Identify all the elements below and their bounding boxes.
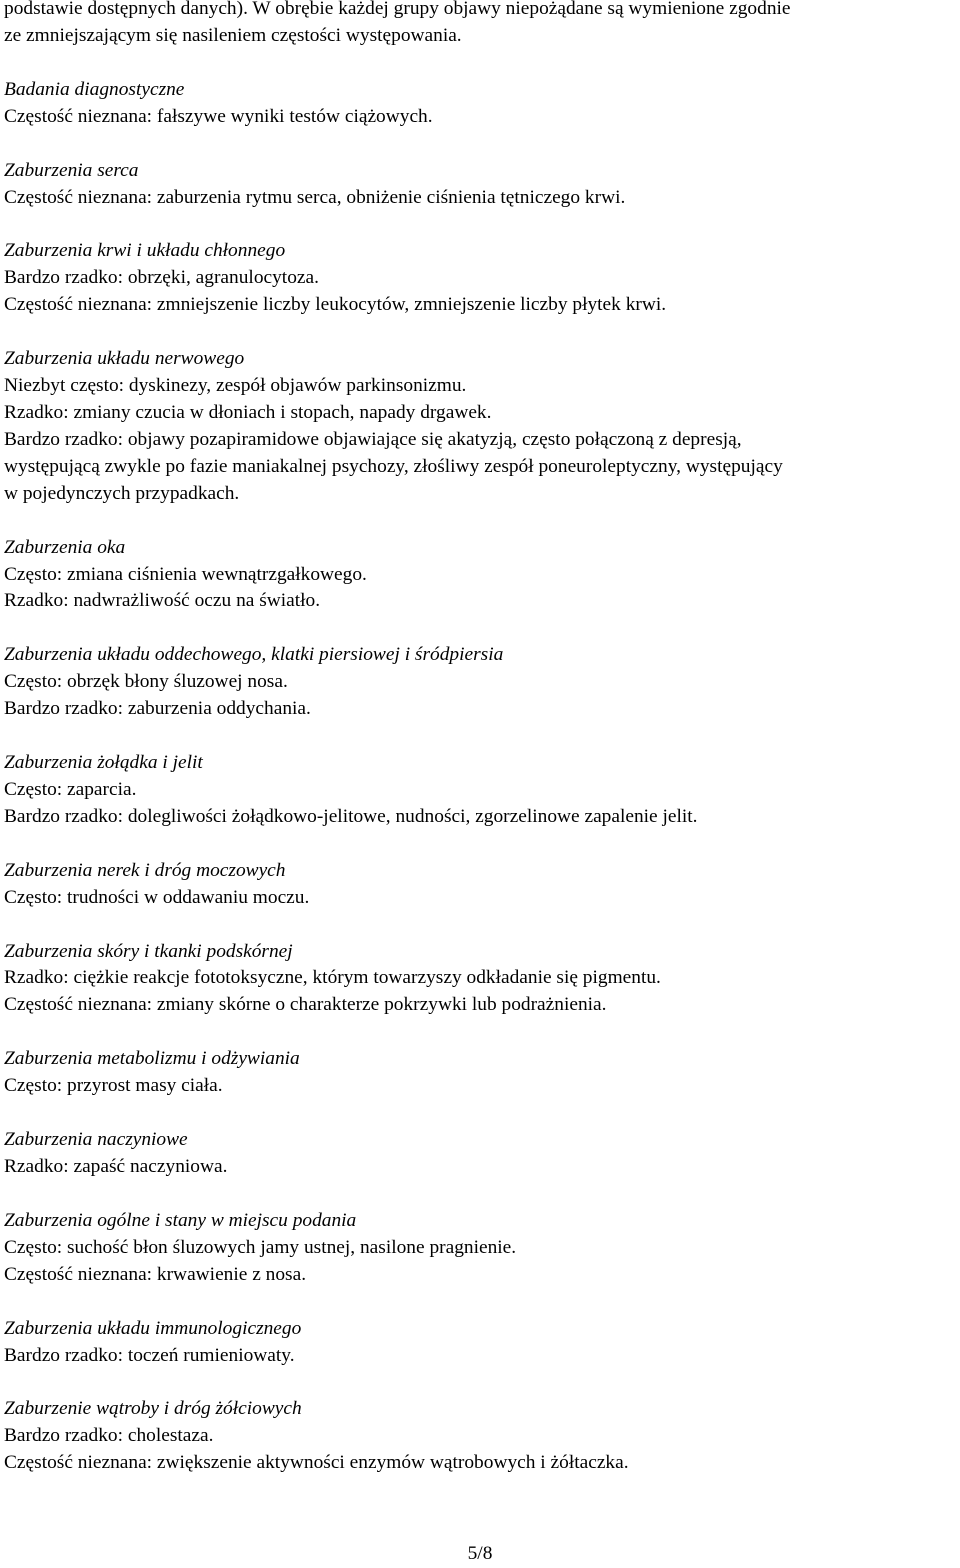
section-badania-diagnostyczne bbox=[4, 77, 956, 131]
section-line: Bardzo rzadko: cholestaza. bbox=[4, 1425, 214, 1447]
section-zaburzenia-nerwowego bbox=[4, 346, 956, 507]
section-line: Bardzo rzadko: obrzęki, agranulocytoza. bbox=[4, 267, 319, 289]
section-zaburzenia-oka bbox=[4, 535, 956, 616]
section-heading: Zaburzenia serca bbox=[4, 159, 139, 181]
intro-line: podstawie dostępnych danych). W obrębie każdej grupy objawy niepożądane są wymienione zgodnie bbox=[4, 0, 791, 19]
document-page bbox=[4, 0, 956, 1477]
section-line: Bardzo rzadko: objawy pozapiramidowe objawiające się akatyzją, często połączoną z depresją, bbox=[4, 428, 742, 450]
section-zaburzenia-serca bbox=[4, 158, 956, 212]
section-heading: Zaburzenia ogólne i stany w miejscu podania bbox=[4, 1209, 357, 1231]
section-heading: Zaburzenia naczyniowe bbox=[4, 1129, 188, 1151]
section-line: Częstość nieznana: zmiany skórne o charakterze pokrzywki lub podrażnienia. bbox=[4, 994, 607, 1016]
section-line: Często: przyrost masy ciała. bbox=[4, 1075, 223, 1097]
section-line: Częstość nieznana: zaburzenia rytmu serca, obniżenie ciśnienia tętniczego krwi. bbox=[4, 186, 626, 208]
intro-line: ze zmniejszającym się nasileniem częstości występowania. bbox=[4, 24, 462, 46]
section-heading: Zaburzenia skóry i tkanki podskórnej bbox=[4, 940, 293, 962]
section-line: Rzadko: ciężkie reakcje fototoksyczne, którym towarzyszy odkładanie się pigmentu. bbox=[4, 967, 661, 989]
section-line: Częstość nieznana: zmniejszenie liczby leukocytów, zmniejszenie liczby płytek krwi. bbox=[4, 294, 667, 316]
section-zaburzenia-naczyniowe bbox=[4, 1127, 956, 1181]
section-heading: Zaburzenia krwi i układu chłonnego bbox=[4, 240, 286, 262]
section-zaburzenia-zoladka bbox=[4, 750, 956, 831]
section-zaburzenie-watroby bbox=[4, 1396, 956, 1477]
section-zaburzenia-oddechowego bbox=[4, 642, 956, 723]
section-line: Częstość nieznana: zwiększenie aktywności enzymów wątrobowych i żółtaczka. bbox=[4, 1452, 629, 1474]
section-heading: Zaburzenia metabolizmu i odżywiania bbox=[4, 1048, 300, 1070]
section-line: Bardzo rzadko: zaburzenia oddychania. bbox=[4, 698, 311, 720]
section-heading: Zaburzenia oka bbox=[4, 536, 126, 558]
section-heading: Badania diagnostyczne bbox=[4, 78, 185, 100]
section-heading: Zaburzenie wątroby i dróg żółciowych bbox=[4, 1398, 302, 1420]
section-line: Często: zaparcia. bbox=[4, 778, 137, 800]
section-line: Rzadko: zmiany czucia w dłoniach i stopach, napady drgawek. bbox=[4, 401, 492, 423]
section-line: Często: suchość błon śluzowych jamy ustnej, nasilone pragnienie. bbox=[4, 1236, 517, 1258]
section-line: Często: zmiana ciśnienia wewnątrzgałkowego. bbox=[4, 563, 367, 585]
section-line: Bardzo rzadko: toczeń rumieniowaty. bbox=[4, 1344, 295, 1366]
section-line: Rzadko: nadwrażliwość oczu na światło. bbox=[4, 590, 321, 612]
section-zaburzenia-krwi bbox=[4, 238, 956, 319]
section-line: Rzadko: zapaść naczyniowa. bbox=[4, 1156, 228, 1177]
section-zaburzenia-metabolizmu bbox=[4, 1046, 956, 1100]
section-zaburzenia-immunologicznego bbox=[4, 1316, 956, 1370]
section-line: Częstość nieznana: fałszywe wyniki testów ciążowych. bbox=[4, 105, 433, 127]
section-line: Bardzo rzadko: dolegliwości żołądkowo-jelitowe, nudności, zgorzelinowe zapalenie jelit. bbox=[4, 805, 698, 827]
section-heading: Zaburzenia układu nerwowego bbox=[4, 348, 245, 370]
section-line: występującą zwykle po fazie maniakalnej psychozy, złośliwy zespół poneuroleptyczny, występujący bbox=[4, 455, 783, 477]
intro-paragraph bbox=[4, 0, 956, 50]
section-line: Częstość nieznana: krwawienie z nosa. bbox=[4, 1263, 307, 1285]
section-heading: Zaburzenia układu immunologicznego bbox=[4, 1317, 302, 1339]
section-zaburzenia-nerek bbox=[4, 858, 956, 912]
section-zaburzenia-ogolne bbox=[4, 1208, 956, 1289]
section-zaburzenia-skory bbox=[4, 939, 956, 1020]
section-line: Często: trudności w oddawaniu moczu. bbox=[4, 886, 310, 908]
section-heading: Zaburzenia układu oddechowego, klatki piersiowej i śródpiersia bbox=[4, 644, 504, 666]
section-line: Często: obrzęk błony śluzowej nosa. bbox=[4, 671, 288, 693]
section-heading: Zaburzenia nerek i dróg moczowych bbox=[4, 859, 286, 881]
page-number: 5/8 bbox=[467, 1543, 493, 1564]
section-line: Niezbyt często: dyskinezy, zespół objawów parkinsonizmu. bbox=[4, 375, 467, 397]
section-line: w pojedynczych przypadkach. bbox=[4, 482, 240, 504]
section-heading: Zaburzenia żołądka i jelit bbox=[4, 752, 203, 774]
